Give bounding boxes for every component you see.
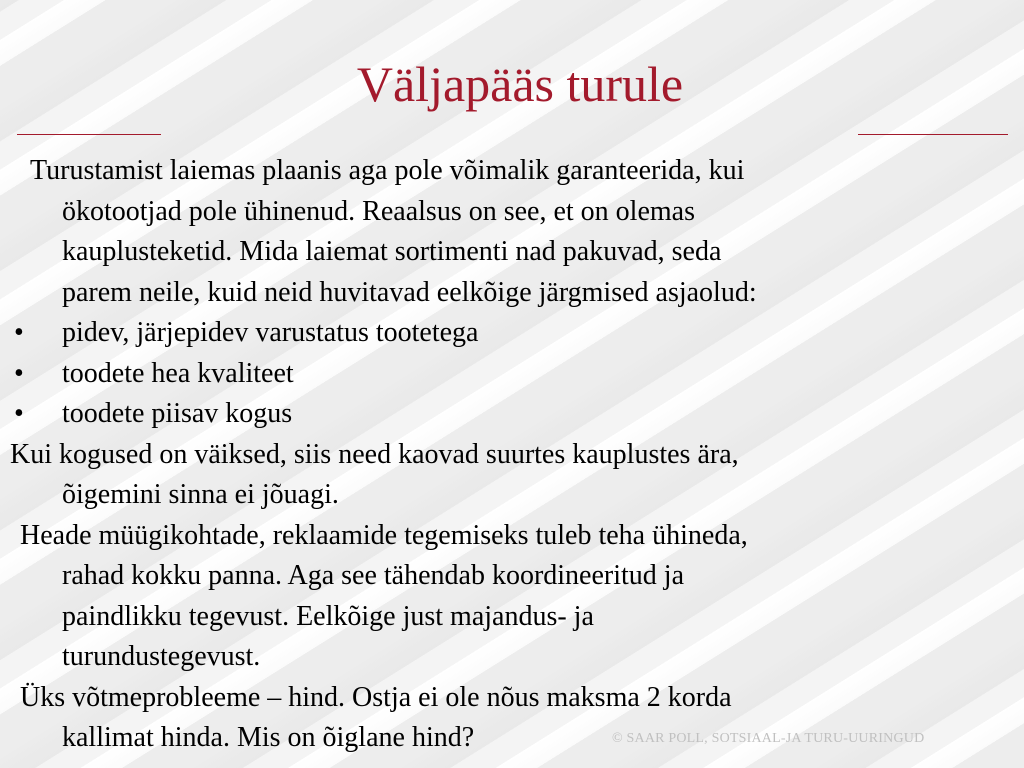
paragraph-line: Kui kogused on väiksed, siis need kaovad suurtes kauplustes ära, [10, 438, 739, 470]
paragraph-line: rahad kokku panna. Aga see tähendab koordineeritud ja [62, 560, 685, 591]
paragraph-line: ökotootjad pole ühinenud. Reaalsus on see, et on olemas [62, 195, 695, 227]
paragraph-line: Turustamist laiemas plaanis aga pole võimalik garanteerida, kui [30, 155, 745, 186]
paragraph-line: parem neile, kuid neid huvitavad eelkõige järgmised asjaolud: [62, 276, 757, 308]
paragraph-line: paindlikku tegevust. Eelkõige just majandus- ja [62, 600, 594, 632]
bullet-text: toodete piisav kogus [62, 398, 293, 429]
slide-title: Väljapääs turule [356, 56, 684, 112]
bullet-symbol: • [14, 398, 24, 429]
slide-body [0, 151, 1024, 759]
paragraph-line: kallimat hinda. Mis on õiglane hind? [62, 722, 475, 753]
paragraph-price [0, 678, 1024, 759]
paragraph-intro [0, 151, 1024, 313]
bullet-text: pidev, järjepidev varustatus tootetega [62, 317, 479, 348]
copyright-footer: © SAAR POLL, SOTSIAAL-JA TURU-UURINGUD [612, 731, 925, 746]
bullet-item [0, 313, 1024, 354]
bullet-item [0, 354, 1024, 395]
title-rule-right [858, 134, 1008, 135]
paragraph-line: Üks võtmeprobleeme – hind. Ostja ei ole nõus maksma 2 korda [20, 681, 732, 713]
paragraph-line: õigemini sinna ei jõuagi. [62, 479, 339, 510]
paragraph-quantities [0, 435, 1024, 516]
bullet-item [0, 394, 1024, 435]
bullet-symbol: • [14, 357, 24, 389]
bullet-symbol: • [14, 317, 24, 348]
paragraph-line: Heade müügikohtade, reklaamide tegemiseks tuleb teha ühineda, [20, 519, 748, 551]
paragraph-line: turundustegevust. [62, 641, 261, 672]
paragraph-line: kauplusteketid. Mida laiemat sortimenti nad pakuvad, seda [62, 236, 722, 267]
title-rule-left [17, 134, 161, 135]
bullet-text: toodete hea kvaliteet [62, 357, 294, 389]
paragraph-marketing [0, 516, 1024, 678]
